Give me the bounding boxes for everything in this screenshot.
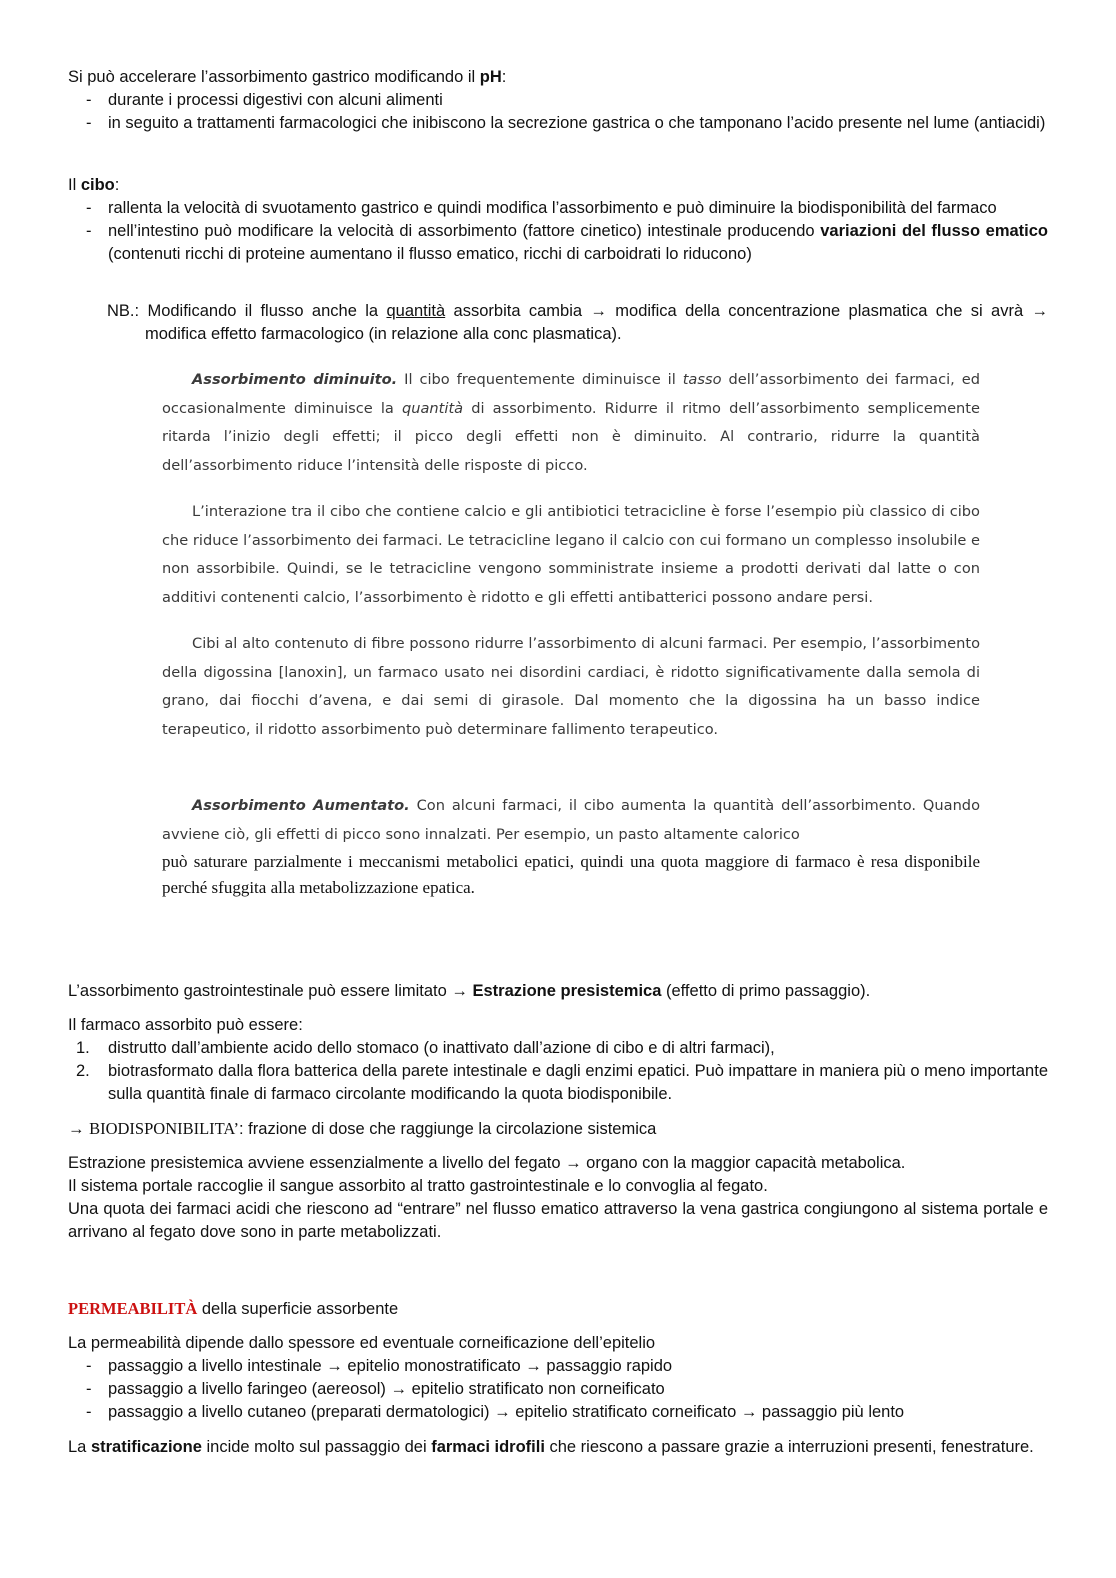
list-item: - passaggio a livello cutaneo (preparati dermatologici) → epitelio stratificato corneificato → passaggio più lento: [68, 1401, 1048, 1424]
ph-section: [68, 66, 1048, 135]
permeabilita-section: [68, 1332, 1048, 1424]
nb-note: [107, 300, 1048, 346]
presistemica-section: [68, 980, 1048, 1003]
list-item: - durante i processi digestivi con alcuni alimenti: [68, 89, 1048, 112]
list-item: - passaggio a livello faringeo (aereosol) → epitelio stratificato non corneificato: [68, 1378, 1048, 1401]
cibo-list: [68, 197, 1048, 266]
list-intro: Il farmaco assorbito può essere:: [68, 1016, 303, 1034]
permeabilita-intro: La permeabilità dipende dallo spessore ed eventuale corneificazione dell’epitelio: [68, 1334, 656, 1352]
ph-list: [68, 89, 1048, 135]
scanned-excerpt: [162, 366, 980, 901]
excerpt-paragraph: Cibi al alto contenuto di fibre possono ridurre l’assorbimento di alcuni farmaci. Per esempio, l’assorbimento della digossina [lanoxin], un farmaco usato nei disordini cardiaci, è ridotto significativamente dalla semola di grano, dai fiocchi d’avena, e dai semi di girasole. Dal momento che la digossina ha un basso indice terapeutico, il ridotto assorbimento può determinare fallimento terapeutico.: [162, 635, 980, 738]
excerpt-paragraph-cont: può saturare parzialmente i meccanismi metabolici epatici, quindi una quota maggiore di farmaco è resa disponibile perché sfuggita alla metabolizzazione epatica.: [162, 852, 980, 897]
nb-text: NB.: Modificando il flusso anche la quantità assorbita cambia → modifica della concentrazione plasmatica che si avrà → modifica effetto farmacologico (in relazione alla conc plasmatica).: [107, 302, 1048, 343]
biodisponibilita-definition: → BIODISPONIBILITA’: frazione di dose che raggiunge la circolazione sistemica: [68, 1119, 657, 1138]
ph-intro: Si può accelerare l’assorbimento gastrico modificando il pH:: [68, 68, 507, 86]
list-item: - rallenta la velocità di svuotamento gastrico e quindi modifica l’assorbimento e può diminuire la biodisponibilità del farmaco: [68, 197, 1048, 220]
permeabilita-heading: PERMEABILITÀ della superficie assorbente: [68, 1299, 399, 1318]
cibo-intro: Il cibo:: [68, 176, 120, 194]
list-item: 1. distrutto dall’ambiente acido dello stomaco (o inattivato dall’azione di cibo e di altri farmaci),: [76, 1039, 775, 1057]
excerpt-paragraph: Assorbimento diminuito. Il cibo frequentemente diminuisce il tasso dell’assorbimento dei farmaci, ed occasionalmente diminuisce la quantità di assorbimento. Ridurre il ritmo dell’assorbimento semplicemente ritarda l’inizio degli effetti; il picco degli effetti non è diminuito. Al contrario, ridurre la quantità dell’assorbimento riduce l’intensità delle risposte di picco.: [162, 371, 980, 474]
stratificazione-paragraph: La stratificazione incide molto sul passaggio dei farmaci idrofili che riescono a passare grazie a interruzioni presenti, fenestrature.: [68, 1438, 1034, 1456]
estrazione-paragraph: Estrazione presistemica avviene essenzialmente a livello del fegato → organo con la maggior capacità metabolica. Il sistema portale raccoglie il sangue assorbito al tratto gastrointestinale e lo convoglia al fegato. Una quota dei farmaci acidi che riescono ad “entrare” nel flusso ematico attraverso la vena gastrica congiungono al sistema portale e arrivano al fegato dove sono in parte metabolizzati.: [68, 1154, 1048, 1241]
cibo-section: [68, 174, 1048, 266]
list-item: 2. biotrasformato dalla flora batterica della parete intestinale e dagli enzimi epatici. Può impattare in maniera più o meno importante sulla quantità finale di farmaco circolante modificando la quota biodisponibile.: [76, 1062, 1048, 1103]
presistemica-line: L’assorbimento gastrointestinale può essere limitato → Estrazione presistemica (effetto di primo passaggio).: [68, 982, 871, 1000]
numbered-list: [68, 1037, 1048, 1106]
excerpt-paragraph: L’interazione tra il cibo che contiene calcio e gli antibiotici tetracicline è forse l’esempio più classico di cibo che riduce l’assorbimento dei farmaci. Le tetracicline legano il calcio con cui formano un complesso insolubile e non assorbibile. Quindi, se le tetracicline vengono somministrate insieme a prodotti derivati dal latte o con additivi contenenti calcio, l’assorbimento è ridotto e gli effetti antibatterici possono andare persi.: [162, 503, 980, 606]
excerpt-paragraph: Assorbimento Aumentato. Con alcuni farmaci, il cibo aumenta la quantità dell’assorbimento. Quando avviene ciò, gli effetti di picco sono innalzati. Per esempio, un pasto altamente calorico: [162, 797, 981, 843]
list-item: - in seguito a trattamenti farmacologici che inibiscono la secrezione gastrica o che tamponano l’acido presente nel lume (antiacidi): [68, 112, 1048, 135]
farmaco-assorbito-section: [68, 1014, 1048, 1106]
permeabilita-list: [68, 1355, 1048, 1424]
list-item: - passaggio a livello intestinale → epitelio monostratificato → passaggio rapido: [68, 1355, 1048, 1378]
list-item: - nell’intestino può modificare la velocità di assorbimento (fattore cinetico) intestinale producendo variazioni del flusso ematico (contenuti ricchi di proteine aumentano il flusso ematico, ricchi di carboidrati lo riducono): [68, 220, 1048, 266]
